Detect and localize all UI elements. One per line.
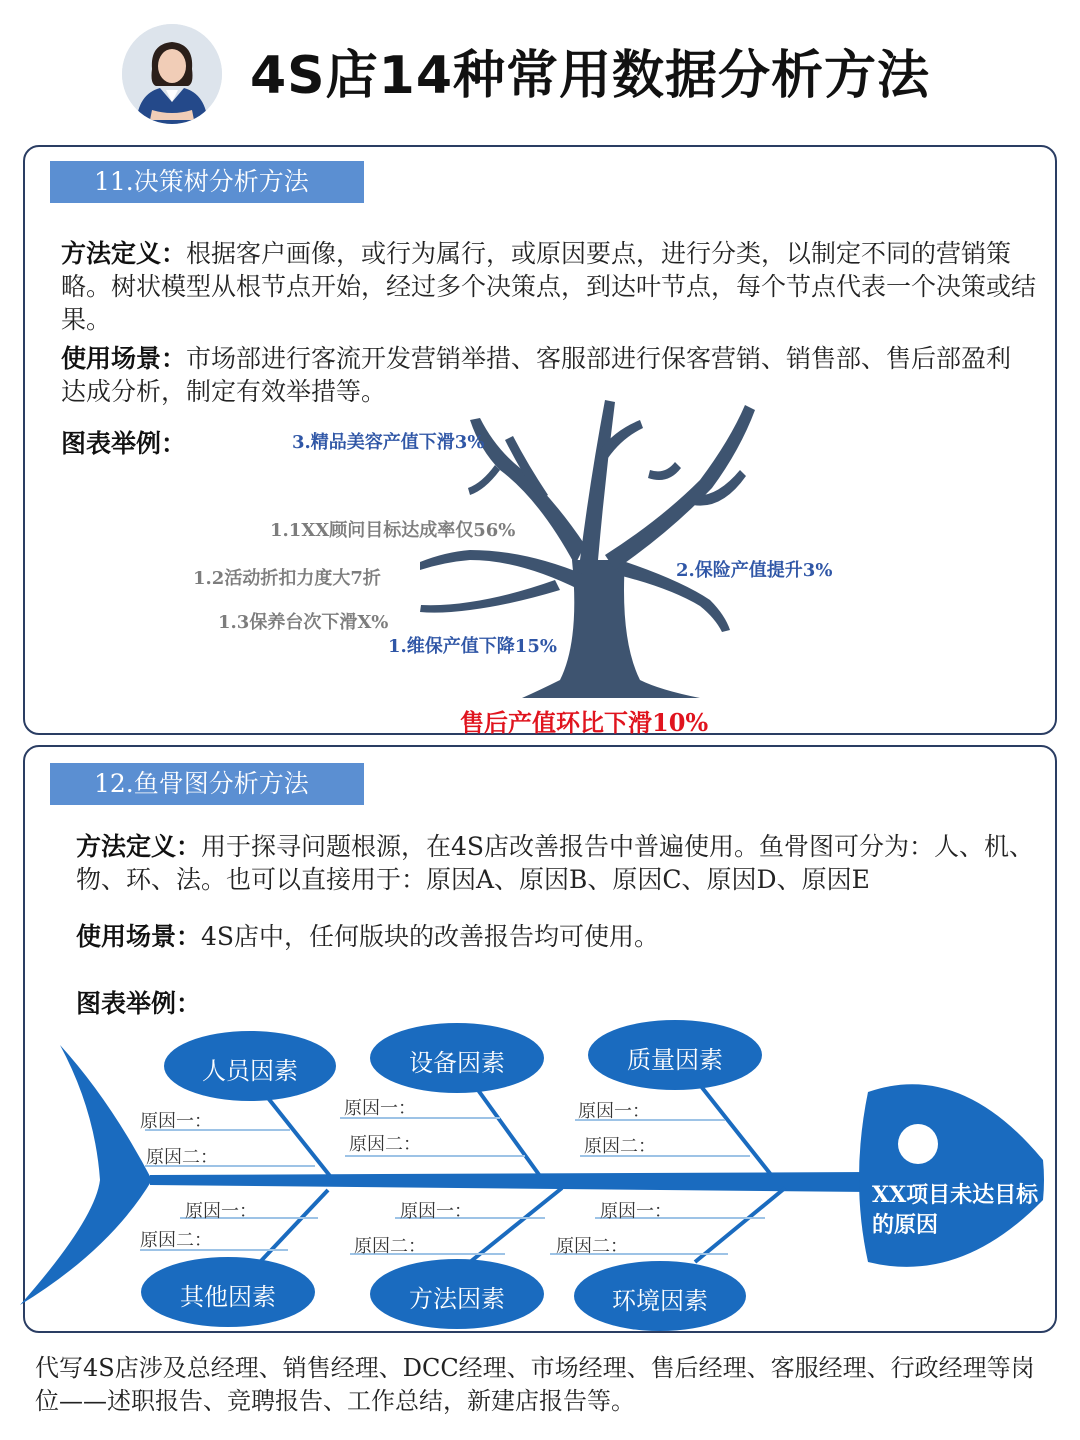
definition-label: 方法定义： bbox=[61, 239, 187, 268]
cause-quality-2: 原因二： bbox=[584, 1136, 656, 1157]
tree-node-3: 3.精品美容产值下滑3% bbox=[292, 432, 485, 453]
definition-text: 用于探寻问题根源，在4S店改善报告中普遍使用。鱼骨图可分为：人、机、物、环、法。也可以直接用于：原因A、原因B、原因C、原因D、原因E bbox=[76, 832, 1035, 894]
factor-other: 其他因素 bbox=[180, 1283, 276, 1311]
definition-label: 方法定义： bbox=[76, 832, 202, 861]
page-title: 4S店14种常用数据分析方法 bbox=[250, 46, 930, 106]
fishbone-head-label: XX项目未达目标的原因 bbox=[872, 1182, 1039, 1238]
footer-note: 代写4S店涉及总经理、销售经理、DCC经理、市场经理、售后经理、客服经理、行政经理等岗位——述职报告、竞聘报告、工作总结，新建店报告等。 bbox=[35, 1354, 1035, 1415]
factor-method: 方法因素 bbox=[409, 1285, 505, 1313]
tree-node-2: 2.保险产值提升3% bbox=[676, 560, 833, 581]
cause-method-2: 原因二： bbox=[354, 1236, 426, 1257]
tree-node-1-1: 1.1XX顾问目标达成率仅56% bbox=[270, 520, 516, 541]
cause-people-1: 原因一： bbox=[140, 1111, 212, 1132]
factor-people: 人员因素 bbox=[202, 1057, 298, 1085]
cause-equipment-1: 原因一： bbox=[344, 1098, 416, 1119]
section-11-example-label: 图表举例： bbox=[61, 429, 187, 458]
cause-environment-1: 原因一： bbox=[600, 1201, 672, 1222]
cause-quality-1: 原因一： bbox=[578, 1101, 650, 1122]
fish-eye bbox=[898, 1124, 938, 1164]
section-11-heading: 11.决策树分析方法 bbox=[50, 161, 364, 203]
scenario-label: 使用场景： bbox=[76, 922, 202, 951]
tree-node-1: 1.维保产值下降15% bbox=[388, 636, 557, 657]
scenario-label: 使用场景： bbox=[61, 344, 187, 373]
cause-environment-2: 原因二： bbox=[556, 1236, 628, 1257]
factor-environment: 环境因素 bbox=[612, 1287, 708, 1315]
tree-node-1-3: 1.3保养台次下滑X% bbox=[218, 612, 389, 633]
fish-tail bbox=[20, 1045, 152, 1305]
definition-text: 根据客户画像，或行为属行，或原因要点，进行分类，以制定不同的营销策略。树状模型从根节点开始，经过多个决策点，到达叶节点，每个节点代表一个决策或结果。 bbox=[61, 239, 1037, 334]
cause-equipment-2: 原因二： bbox=[349, 1134, 421, 1155]
tree-node-1-2: 1.2活动折扣力度大7折 bbox=[193, 568, 381, 589]
cause-other-2: 原因二： bbox=[140, 1230, 212, 1251]
scenario-text: 4S店中，任何版块的改善报告均可使用。 bbox=[201, 922, 660, 951]
scenario-text: 市场部进行客流开发营销举措、客服部进行保客营销、销售部、售后部盈利达成分析，制定有效举措等。 bbox=[61, 344, 1012, 406]
cause-people-2: 原因二： bbox=[146, 1147, 218, 1168]
cause-other-1: 原因一： bbox=[185, 1201, 257, 1222]
fish-bones-bottom bbox=[260, 1188, 785, 1262]
fish-spine bbox=[150, 1172, 870, 1192]
factor-quality: 质量因素 bbox=[627, 1046, 723, 1074]
factor-equipment: 设备因素 bbox=[409, 1049, 505, 1077]
tree-root: 售后产值环比下滑10% bbox=[460, 708, 709, 737]
section-12-heading: 12.鱼骨图分析方法 bbox=[50, 763, 364, 805]
cause-method-1: 原因一： bbox=[400, 1201, 472, 1222]
section-12-example-label: 图表举例： bbox=[76, 989, 202, 1018]
